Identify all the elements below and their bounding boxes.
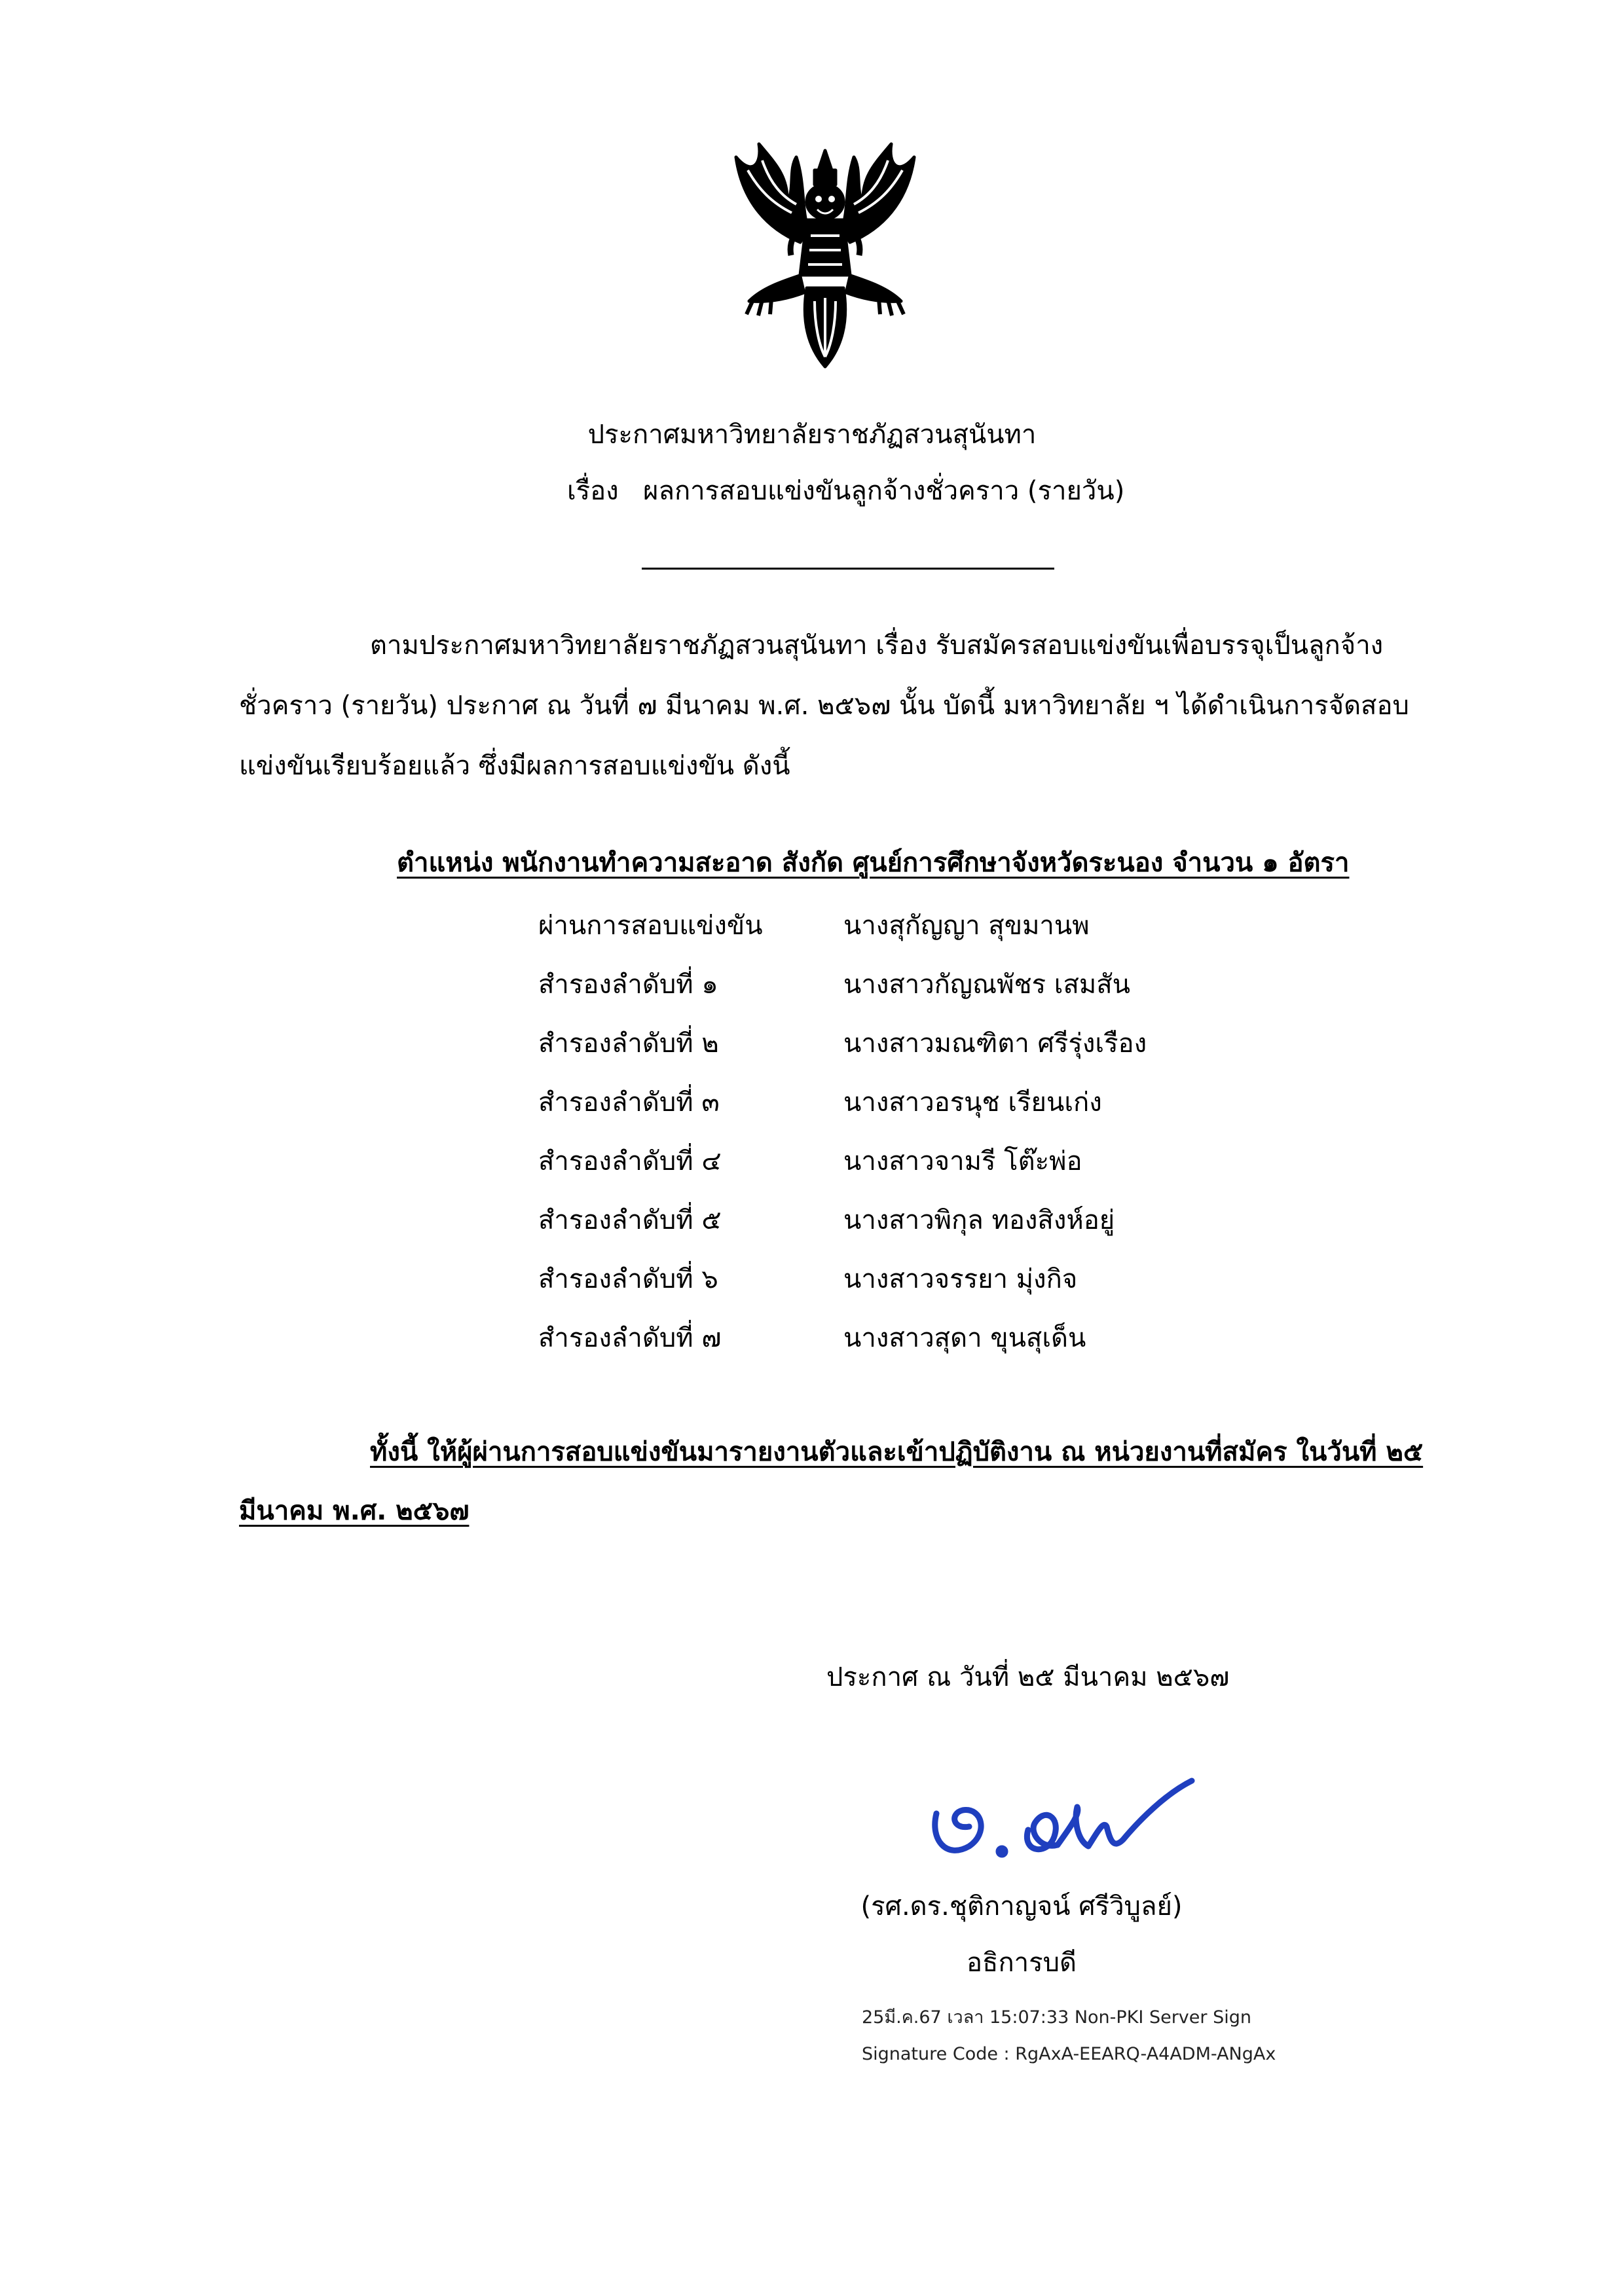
sign-stamp: 25มี.ค.67 เวลา 15:07:33 Non-PKI Server Sign	[862, 2007, 1251, 2028]
notice-line2: มีนาคม พ.ศ. ๒๕๖๗	[239, 1496, 470, 1526]
result-name: นางสุกัญญา สุขมานพ	[843, 911, 1090, 941]
result-label: ผ่านการสอบแข่งขัน	[538, 911, 763, 941]
announcement-date: ประกาศ ณ วันที่ ๒๕ มีนาคม ๒๕๖๗	[826, 1662, 1230, 1692]
signer-name: (รศ.ดร.ชุติกาญจน์ ศรีวิบูลย์)	[860, 1891, 1183, 1922]
result-name: นางสาวอรนุช เรียนเก่ง	[843, 1087, 1102, 1118]
body-paragraph	[239, 615, 1470, 796]
result-name: นางสาวมณฑิตา ศรีรุ่งเรือง	[843, 1029, 1147, 1059]
result-name: นางสาวกัญณพัชร เสมสัน	[843, 970, 1131, 1000]
handwritten-signature	[917, 1768, 1205, 1866]
title-divider	[642, 568, 1054, 570]
para1-line2: ชั่วคราว (รายวัน) ประกาศ ณ วันที่ ๗ มีนาคม พ.ศ. ๒๕๖๗ นั้น บัดนี้ มหาวิทยาลัย ฯ ได้ดำเนินการจัดสอบ	[239, 691, 1409, 721]
position-heading: ตำแหน่ง พนักงานทำความสะอาด สังกัด ศูนย์การศึกษาจังหวัดระนอง จำนวน ๑ อัตรา	[397, 848, 1350, 878]
result-name: นางสาวพิกุล ทองสิงห์อยู่	[843, 1205, 1115, 1235]
result-name: นางสาวจามรี โต๊ะพ่อ	[843, 1146, 1082, 1176]
result-label: สำรองลำดับที่ ๔	[538, 1146, 722, 1176]
para1-line3: แข่งขันเรียบร้อยแล้ว ซึ่งมีผลการสอบแข่งขัน ดังนี้	[239, 751, 790, 781]
result-label: สำรองลำดับที่ ๕	[538, 1205, 722, 1235]
garuda-emblem-icon	[723, 131, 927, 373]
para1-line1: ตามประกาศมหาวิทยาลัยราชภัฏสวนสุนันทา เรื่อง รับสมัครสอบแข่งขันเพื่อบรรจุเป็นลูกจ้าง	[370, 630, 1384, 661]
signer-title: อธิการบดี	[967, 1948, 1077, 1978]
result-name: นางสาวจรรยา มุ่งกิจ	[843, 1264, 1078, 1294]
notice-line1: ทั้งนี้ ให้ผู้ผ่านการสอบแข่งขันมารายงานตัวและเข้าปฏิบัติงาน ณ หน่วยงานที่สมัคร ในวันที่ ๒๕	[370, 1437, 1424, 1467]
result-label: สำรองลำดับที่ ๑	[538, 970, 718, 1000]
document-title: ประกาศมหาวิทยาลัยราชภัฏสวนสุนันทา	[587, 420, 1037, 450]
subject-label: เรื่อง	[567, 476, 619, 506]
result-label: สำรองลำดับที่ ๓	[538, 1087, 720, 1118]
result-label: สำรองลำดับที่ ๒	[538, 1029, 719, 1059]
result-name: นางสาวสุดา ขุนสุเด็น	[843, 1323, 1086, 1353]
signature-code: Signature Code : RgAxA-EEARQ-A4ADM-ANgAx	[862, 2044, 1276, 2064]
document-subject: ผลการสอบแข่งขันลูกจ้างชั่วคราว (รายวัน)	[643, 476, 1125, 506]
result-label: สำรองลำดับที่ ๖	[538, 1264, 718, 1294]
result-label: สำรองลำดับที่ ๗	[538, 1323, 722, 1353]
